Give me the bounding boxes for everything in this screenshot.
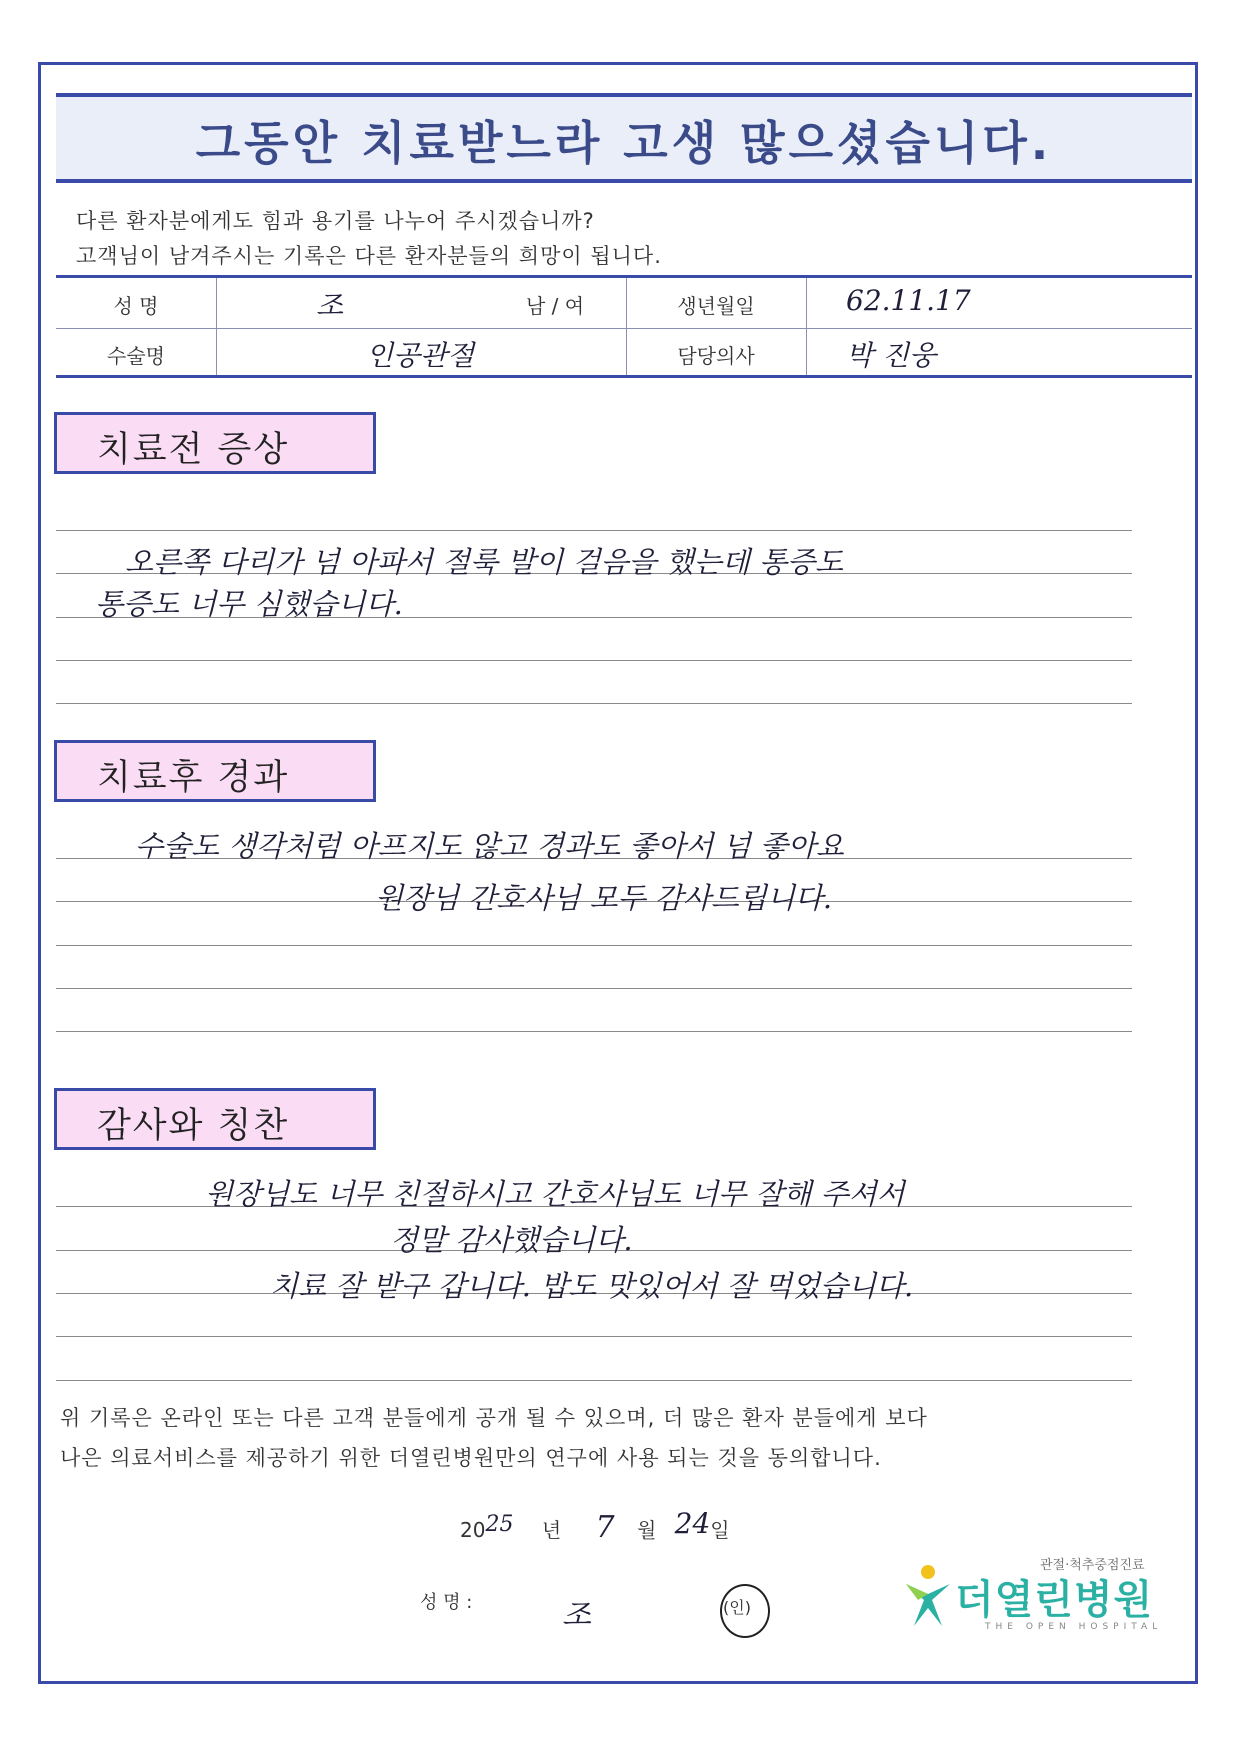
- title-banner: [56, 93, 1192, 183]
- before-line-2: 통증도 너무 심했습니다.: [95, 587, 403, 621]
- writing-line: [56, 530, 1132, 531]
- info-col-divider: [216, 278, 217, 375]
- info-col-divider: [806, 278, 807, 375]
- name-value: 조: [316, 289, 344, 322]
- birth-label: 생년월일: [677, 294, 755, 318]
- writing-line: [56, 1380, 1132, 1381]
- signature-name: 조: [562, 1598, 591, 1633]
- consent-line-2: 나은 의료서비스를 제공하기 위한 더열린병원만의 연구에 사용 되는 것을 동의합니다.: [60, 1446, 882, 1470]
- date-day-unit: 일: [710, 1518, 730, 1542]
- logo-tagline: 관절·척추중점진료: [1040, 1558, 1145, 1573]
- thanks-line-1: 원장님도 너무 친절하시고 간호사님도 너무 잘해 주셔서: [205, 1177, 905, 1211]
- logo-english: THE OPEN HOSPITAL: [985, 1622, 1163, 1632]
- section-thanks-header: [54, 1088, 376, 1150]
- seal-text: (인): [723, 1598, 751, 1617]
- writing-line: [56, 703, 1132, 704]
- page-title: 그동안 치료받느라 고생 많으셨습니다.: [195, 116, 1053, 170]
- name-label: 성 명: [113, 294, 159, 318]
- thanks-line-2: 정말 감사했습니다.: [390, 1223, 633, 1257]
- intro-line-1: 다른 환자분에게도 힘과 용기를 나누어 주시겠습니까?: [76, 209, 595, 233]
- writing-line: [56, 1336, 1132, 1337]
- info-row-divider: [56, 328, 1192, 329]
- surgery-label: 수술명: [107, 344, 165, 368]
- section-after-label: 치료후 경과: [97, 758, 290, 798]
- signature-label: 성 명 :: [420, 1592, 473, 1613]
- date-year: 25: [485, 1512, 514, 1537]
- writing-line: [56, 660, 1132, 661]
- section-before-label: 치료전 증상: [97, 430, 290, 470]
- section-after-header: [54, 740, 376, 802]
- birth-value: 62.11.17: [846, 284, 971, 317]
- before-line-1: 오른쪽 다리가 넘 아파서 절룩 발이 걸음을 했는데 통증도: [125, 545, 844, 579]
- section-before-header: [54, 412, 376, 474]
- date-year-unit: 년: [541, 1518, 562, 1542]
- doctor-value: 박 진웅: [846, 339, 937, 372]
- date: [460, 1507, 730, 1545]
- section-thanks-label: 감사와 칭찬: [97, 1106, 290, 1146]
- after-line-1: 수술도 생각처럼 아프지도 않고 경과도 좋아서 넘 좋아요: [135, 829, 844, 863]
- date-month-unit: 월: [636, 1518, 657, 1542]
- hospital-logo-icon: [898, 1560, 958, 1630]
- logo-name: 더열린병원: [955, 1577, 1154, 1623]
- intro-line-2: 고객님이 남겨주시는 기록은 다른 환자분들의 희망이 됩니다.: [76, 244, 662, 268]
- date-prefix: 20: [460, 1518, 486, 1542]
- writing-line: [56, 945, 1132, 946]
- gender-label: 남 / 여: [526, 294, 585, 318]
- date-day: 24: [674, 1507, 711, 1540]
- info-table: [56, 275, 1192, 378]
- consent-line-1: 위 기록은 온라인 또는 다른 고객 분들에게 공개 될 수 있으며, 더 많은 환자 분들에게 보다: [60, 1406, 928, 1430]
- doctor-label: 담당의사: [677, 344, 755, 368]
- date-month: 7: [595, 1510, 615, 1545]
- thanks-line-3: 치료 잘 받구 갑니다. 밥도 맛있어서 잘 먹었습니다.: [270, 1269, 914, 1303]
- writing-line: [56, 1031, 1132, 1032]
- after-line-2: 원장님 간호사님 모두 감사드립니다.: [375, 881, 833, 915]
- surgery-value: 인공관절: [366, 339, 475, 372]
- writing-line: [56, 988, 1132, 989]
